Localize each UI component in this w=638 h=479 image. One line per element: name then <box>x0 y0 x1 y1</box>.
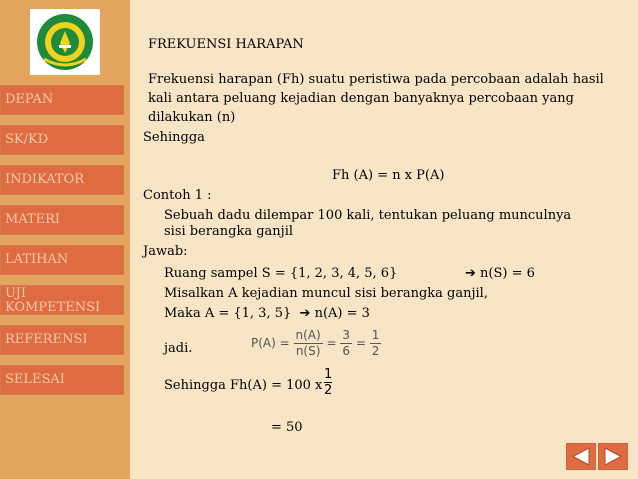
nav-indikator-button[interactable]: INDIKATOR <box>0 165 124 195</box>
fraction-na-ns <box>294 328 323 359</box>
page-title: FREKUENSI HARAPAN <box>148 37 304 52</box>
jadi-text: jadi. <box>164 341 193 356</box>
fraction-numerator: 3 <box>342 328 351 342</box>
frequency-calc-text: Sehingga Fh(A) = 100 x <box>164 378 323 393</box>
ns-row <box>465 265 535 282</box>
nav-depan-button[interactable]: DEPAN <box>0 85 124 115</box>
question-line-1: Sebuah dadu dilempar 100 kali, tentukan peluang munculnya <box>164 208 572 223</box>
nav-skkd-button[interactable]: SK/KD <box>0 125 124 155</box>
right-arrow-icon: ➔ <box>295 306 311 321</box>
formula-text: Fh (A) = n x P(A) <box>332 168 445 183</box>
na-row <box>164 305 370 322</box>
sample-space-text: Ruang sampel S = {1, 2, 3, 4, 5, 6} <box>164 266 398 281</box>
right-arrow-icon: ➔ <box>465 266 476 281</box>
nav-materi-button[interactable]: MATERI <box>0 205 124 235</box>
jawab-heading: Jawab: <box>143 244 188 259</box>
probability-equation <box>251 328 381 359</box>
sehingga-text: Sehingga <box>143 130 205 145</box>
school-emblem-icon <box>30 9 100 75</box>
next-slide-button[interactable] <box>598 443 628 470</box>
fraction-numerator: n(A) <box>295 328 321 342</box>
fraction-three-six <box>340 328 352 359</box>
fraction-denominator: 2 <box>371 344 380 358</box>
fraction-numerator: 1 <box>324 367 333 382</box>
fraction-denominator: n(S) <box>295 344 321 358</box>
equals-sign: = <box>355 336 366 350</box>
nav-latihan-button[interactable]: LATIHAN <box>0 245 124 275</box>
school-logo <box>30 9 100 75</box>
fraction-numerator: 1 <box>371 328 380 342</box>
fraction-one-two <box>370 328 382 359</box>
next-slide-icon <box>599 444 627 469</box>
prev-slide-button[interactable] <box>566 443 596 470</box>
fraction-denominator: 2 <box>324 383 333 398</box>
half-fraction <box>324 367 332 398</box>
definition-line-3: dilakukan (n) <box>148 110 236 125</box>
fraction-denominator: 6 <box>342 344 351 358</box>
definition-line-2: kali antara peluang kejadian dengan banyaknya percobaan yang <box>148 91 574 106</box>
ns-text: n(S) = 6 <box>480 266 535 281</box>
question-line-2: sisi berangka ganjil <box>164 224 294 239</box>
nav-selesai-button[interactable]: SELESAI <box>0 365 124 395</box>
nav-referensi-button[interactable]: REFERENSI <box>0 325 124 355</box>
event-definition-text: Misalkan A kejadian muncul sisi berangka ganjil, <box>164 286 488 301</box>
p-label: P(A) = <box>251 336 290 350</box>
nav-uji-kompetensi-button[interactable]: UJI KOMPETENSI <box>0 285 124 315</box>
contoh-heading: Contoh 1 : <box>143 188 212 203</box>
prev-slide-icon <box>567 444 595 469</box>
event-set-text: Maka A = {1, 3, 5} <box>164 306 292 321</box>
definition-line-1: Frekuensi harapan (Fh) suatu peristiwa pada percobaan adalah hasil <box>148 72 604 87</box>
equals-sign: = <box>326 336 337 350</box>
result-text: = 50 <box>271 420 303 435</box>
sidebar <box>0 0 130 479</box>
na-text: n(A) = 3 <box>314 306 370 321</box>
